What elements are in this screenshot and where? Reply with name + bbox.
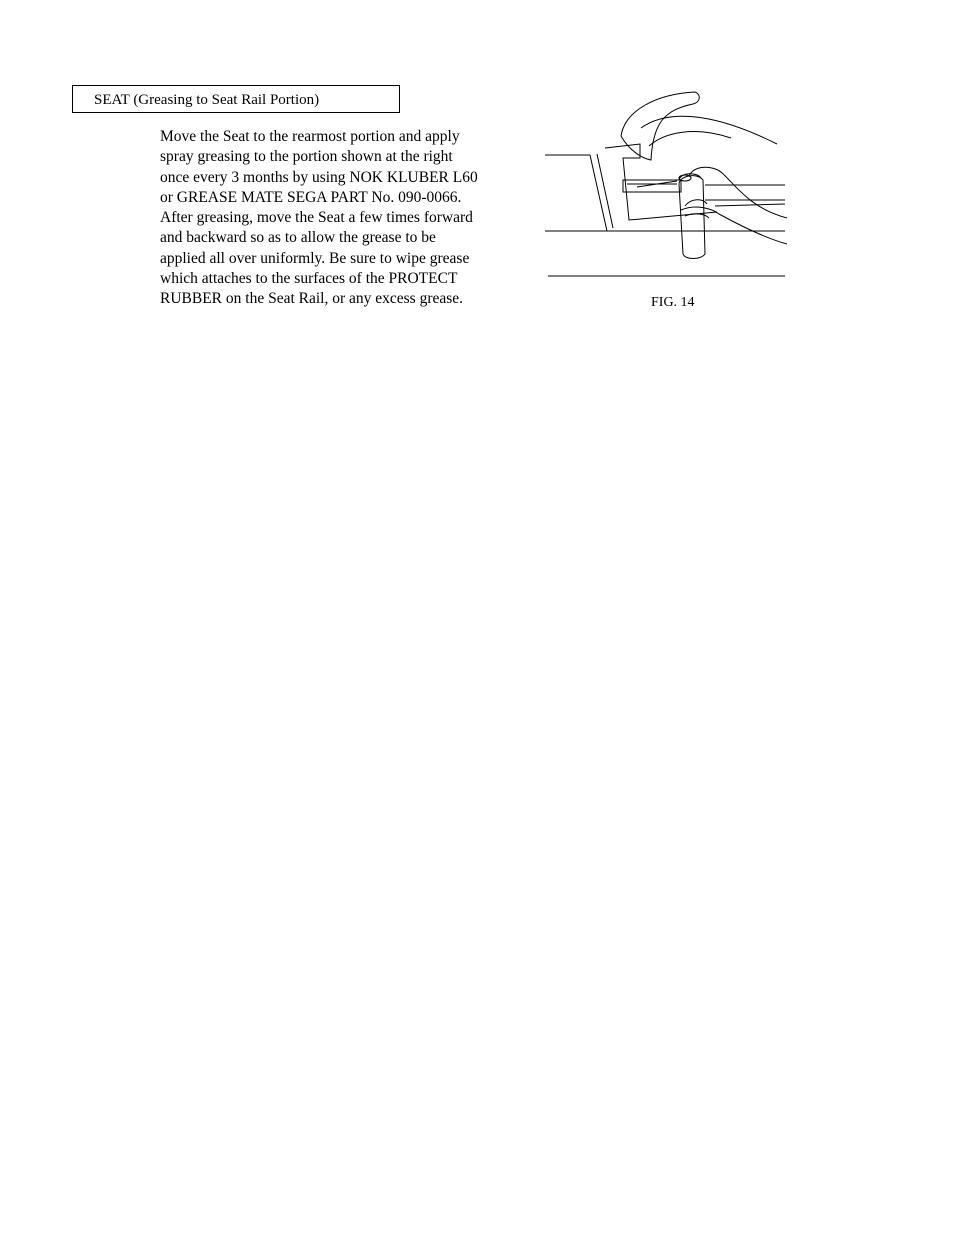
paragraph-line: and backward so as to allow the grease to be [160, 229, 436, 247]
paragraph-line: applied all over uniformly. Be sure to wipe grease [160, 249, 470, 267]
finger-2 [685, 214, 709, 218]
paragraph-line: once every 3 months by using NOK KLUBER L60 [160, 168, 478, 186]
paragraph-line: RUBBER on the Seat Rail, or any excess grease. [160, 290, 464, 308]
right-rail-end [715, 204, 785, 206]
paragraph-line: After greasing, move the Seat a few times forward [160, 209, 473, 227]
spray-can-body [679, 176, 705, 259]
paragraph-line: spray greasing to the portion shown at the right [160, 148, 453, 166]
seat-rail-greasing-illustration [545, 88, 787, 280]
paragraph-line: which attaches to the surfaces of the PROTECT [160, 270, 458, 288]
seat-cushion [621, 92, 699, 160]
seat-cushion-crease-2 [649, 132, 731, 146]
figure-caption: FIG. 14 [651, 295, 695, 310]
instruction-paragraph [160, 127, 522, 310]
paragraph-line: or GREASE MATE SEGA PART No. 090-0066. [160, 188, 462, 206]
seat-rail-block [605, 144, 717, 220]
rail-front-edge [590, 155, 607, 231]
section-title: SEAT (Greasing to Seat Rail Portion) [94, 92, 320, 108]
section-header-box [72, 85, 400, 113]
paragraph-line: Move the Seat to the rearmost portion and apply [160, 128, 460, 145]
rail-inner-edge [597, 154, 613, 228]
